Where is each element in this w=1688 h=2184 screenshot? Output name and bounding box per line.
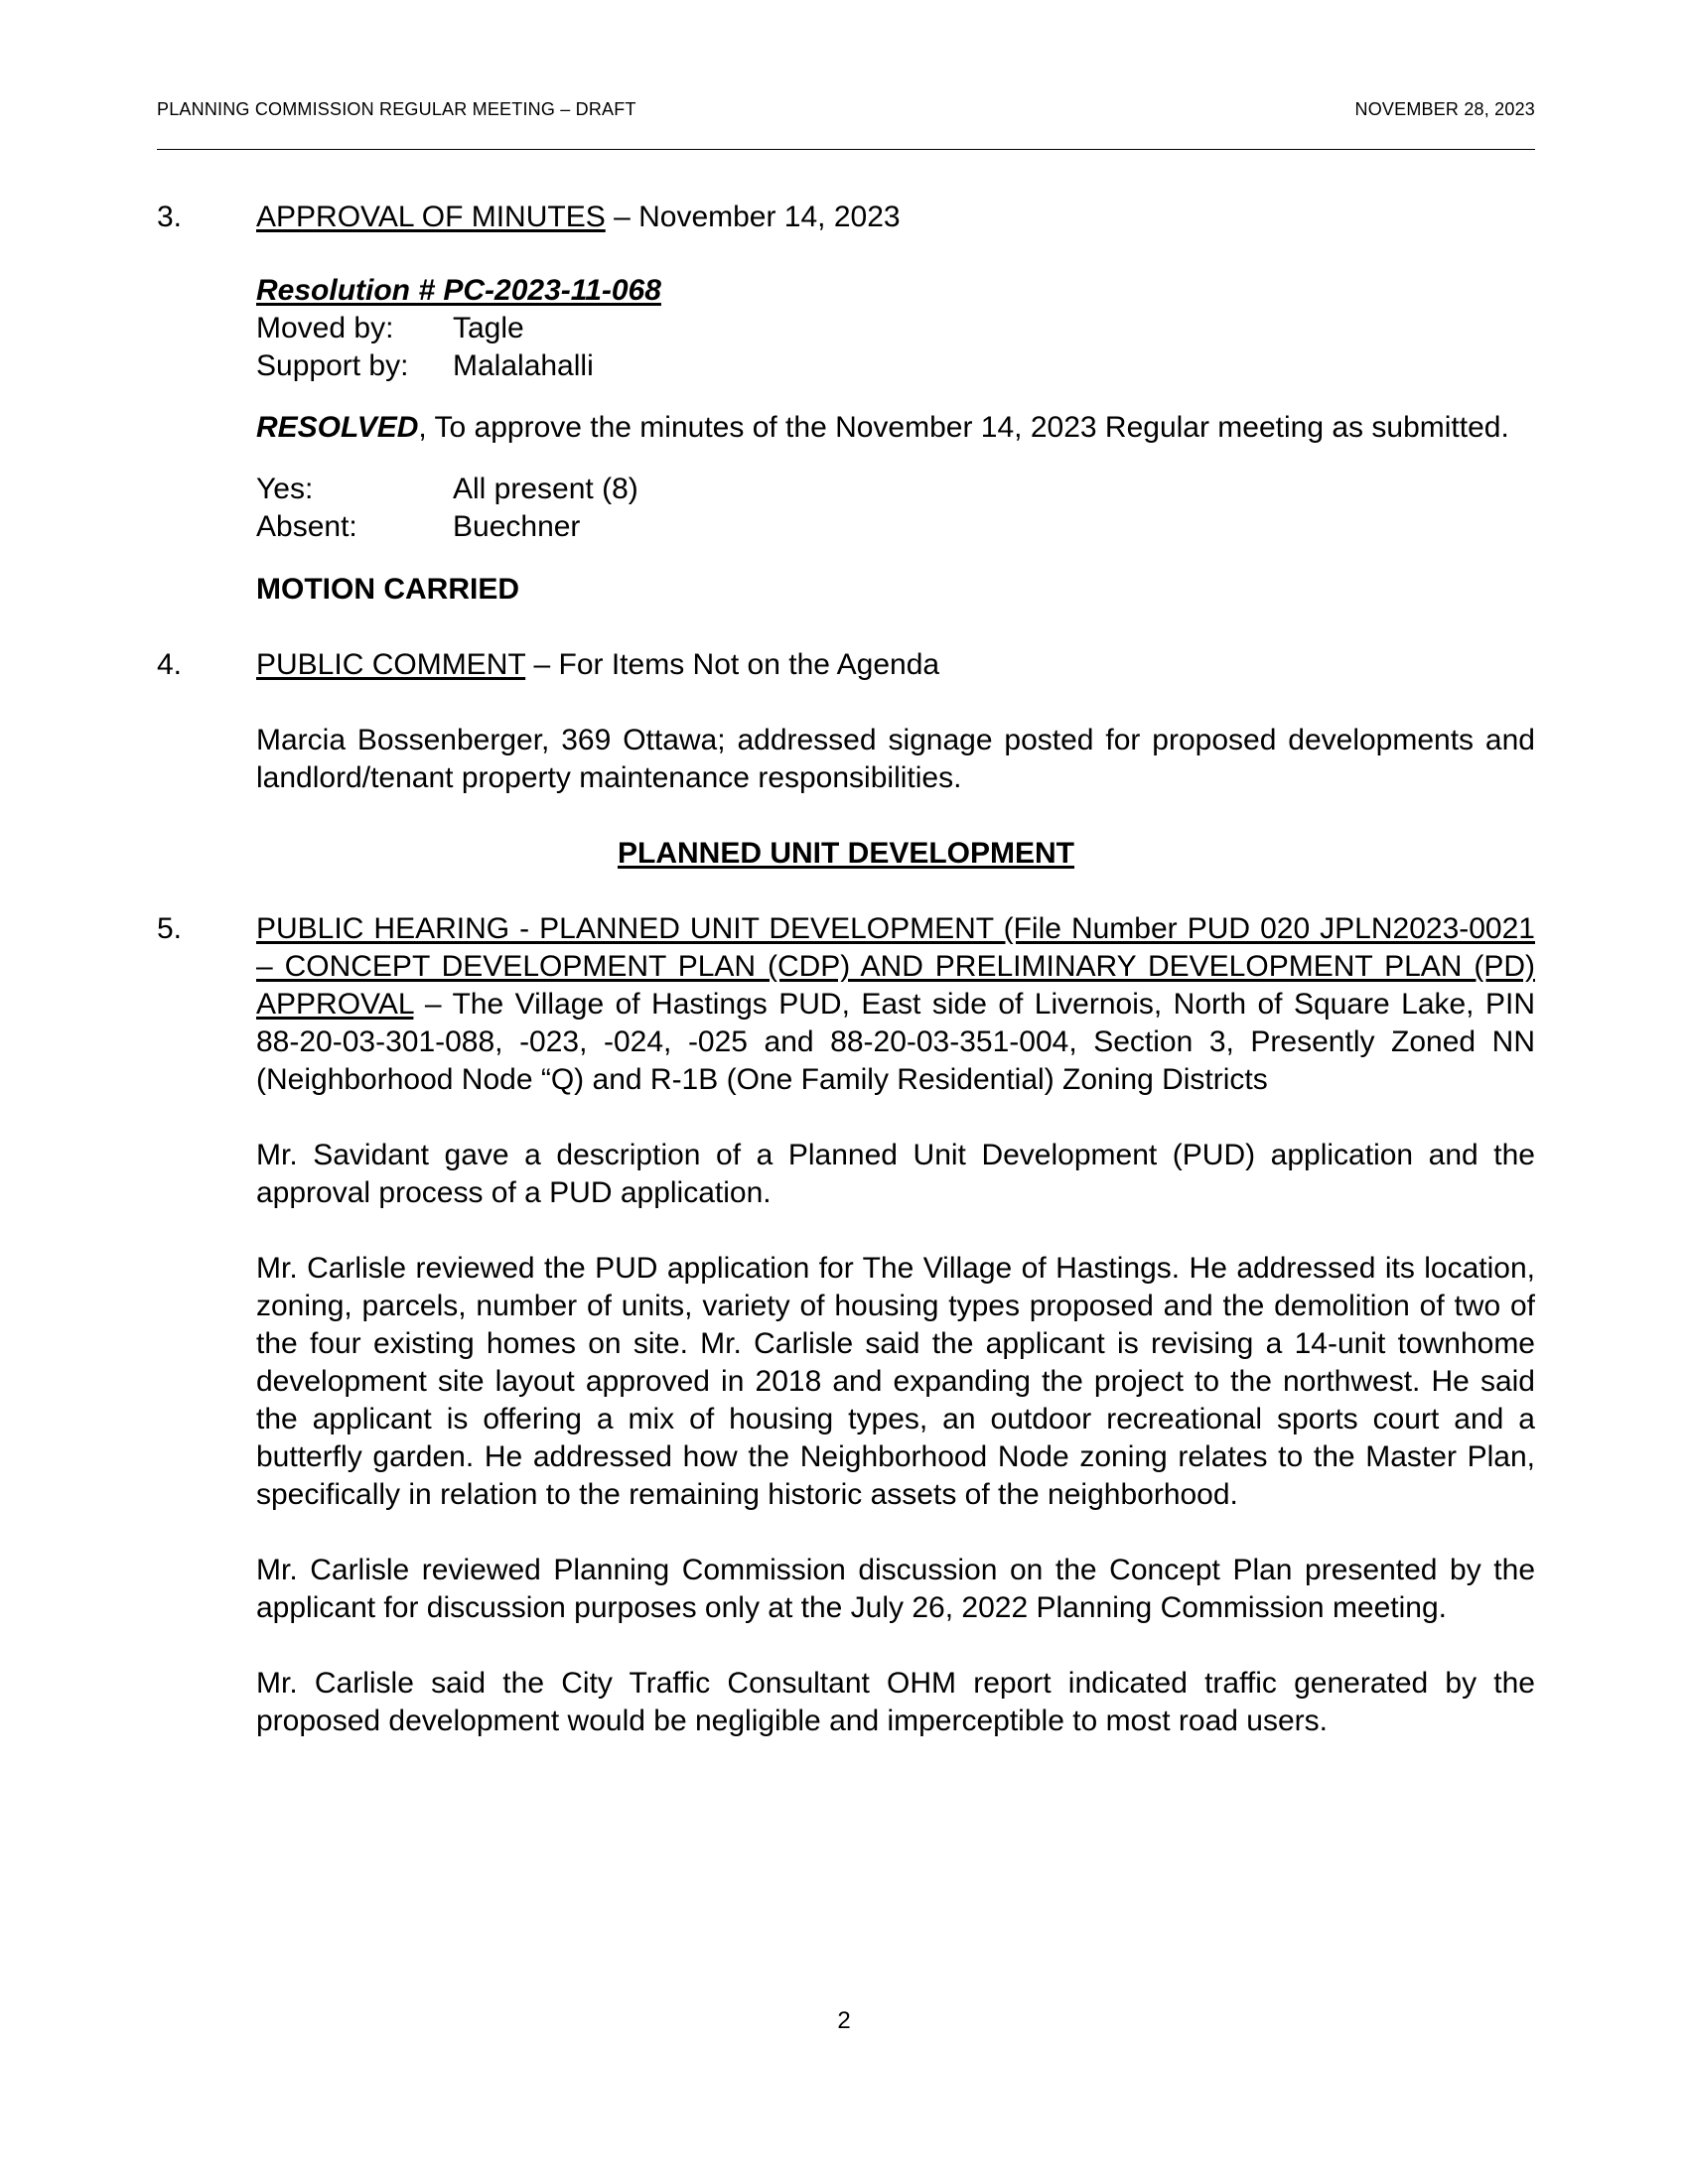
paragraph-1: Mr. Savidant gave a description of a Planned Unit Development (PUD) application and the approval process of a PUD application. [256,1139,1535,1209]
yes-value: All present (8) [453,473,638,505]
agenda-item-3 [157,199,1535,236]
page-header [157,99,1535,120]
resolution-number: Resolution # PC-2023-11-068 [256,274,661,307]
item-number: 5. [157,912,183,945]
moved-by-row [256,310,1535,347]
item-number: 3. [157,201,183,233]
absent-value: Buechner [453,510,581,543]
page-number: 2 [837,2007,851,2034]
support-by-label: Support by: [256,349,409,382]
header-divider [157,149,1535,150]
resolution-block [256,272,1535,385]
paragraph-3: Mr. Carlisle reviewed Planning Commission discussion on the Concept Plan presented by the applicant for discussion purposes only at the July 26, 2022 Planning Commission meeting. [256,1554,1535,1624]
agenda-item-4 [157,646,1535,684]
motion-status: MOTION CARRIED [256,573,519,606]
section-heading: PLANNED UNIT DEVELOPMENT [617,837,1075,870]
moved-by-label: Moved by: [256,312,394,344]
resolved-paragraph [256,409,1535,447]
page-content [157,199,1535,1740]
item-title-line [256,646,1535,684]
vote-block [256,471,1535,546]
item-title-suffix: – The Village of Hastings PUD, East side of Livernois, North of Square Lake, PIN 88-20-03-301-088, -023, -024, -025 and 88-20-03-351-004, Section 3, Presently Zoned NN (Neighborhood Node “Q) and R-1B (One Family Residential) Zoning Districts [256,988,1535,1096]
paragraph-4: Mr. Carlisle said the City Traffic Consultant OHM report indicated traffic generated by the proposed development would be negligible and imperceptible to most road users. [256,1667,1535,1737]
item-title-suffix: – November 14, 2023 [605,201,901,233]
item-title-line [256,199,1535,236]
item-title-suffix: – For Items Not on the Agenda [525,648,940,681]
support-by-row [256,347,1535,385]
absent-row [256,508,1535,546]
public-comment-paragraph: Marcia Bossenberger, 369 Ottawa; addressed signage posted for proposed developments and landlord/tenant property maintenance responsibilities. [256,724,1535,794]
yes-label: Yes: [256,473,314,505]
support-by-value: Malalahalli [453,349,594,382]
resolved-text: , To approve the minutes of the November 14, 2023 Regular meeting as submitted. [418,411,1509,444]
yes-row [256,471,1535,508]
moved-by-value: Tagle [453,312,524,344]
item-title: APPROVAL OF MINUTES [256,201,606,233]
header-title: PLANNING COMMISSION REGULAR MEETING – DRAFT [157,99,636,119]
item-title: PUBLIC HEARING - PLANNED UNIT DEVELOPMENT (File Number PUD 020 JPLN2023-0021 – CONCEPT DEVELOPMENT PLAN (CDP) AND PRELIMINARY DEVELOPMENT PLAN (PD) APPROVAL [256,912,1535,1021]
header-date: NOVEMBER 28, 2023 [1354,99,1535,119]
item-title-line [256,910,1535,1099]
agenda-item-5 [157,910,1535,1099]
item-number: 4. [157,648,183,681]
item-title: PUBLIC COMMENT [256,648,526,681]
absent-label: Absent: [256,510,357,543]
paragraph-2: Mr. Carlisle reviewed the PUD application for The Village of Hastings. He addressed its location, zoning, parcels, number of units, variety of housing types proposed and the demolition of two of the four existing homes on site. Mr. Carlisle said the applicant is revising a 14-unit townhome development site layout approved in 2018 and expanding the project to the northwest. He said the applicant is offering a mix of housing types, an outdoor recreational sports court and a butterfly garden. He addressed how the Neighborhood Node zoning relates to the Master Plan, specifically in relation to the remaining historic assets of the neighborhood. [256,1252,1535,1511]
resolved-lead: RESOLVED [256,411,419,444]
